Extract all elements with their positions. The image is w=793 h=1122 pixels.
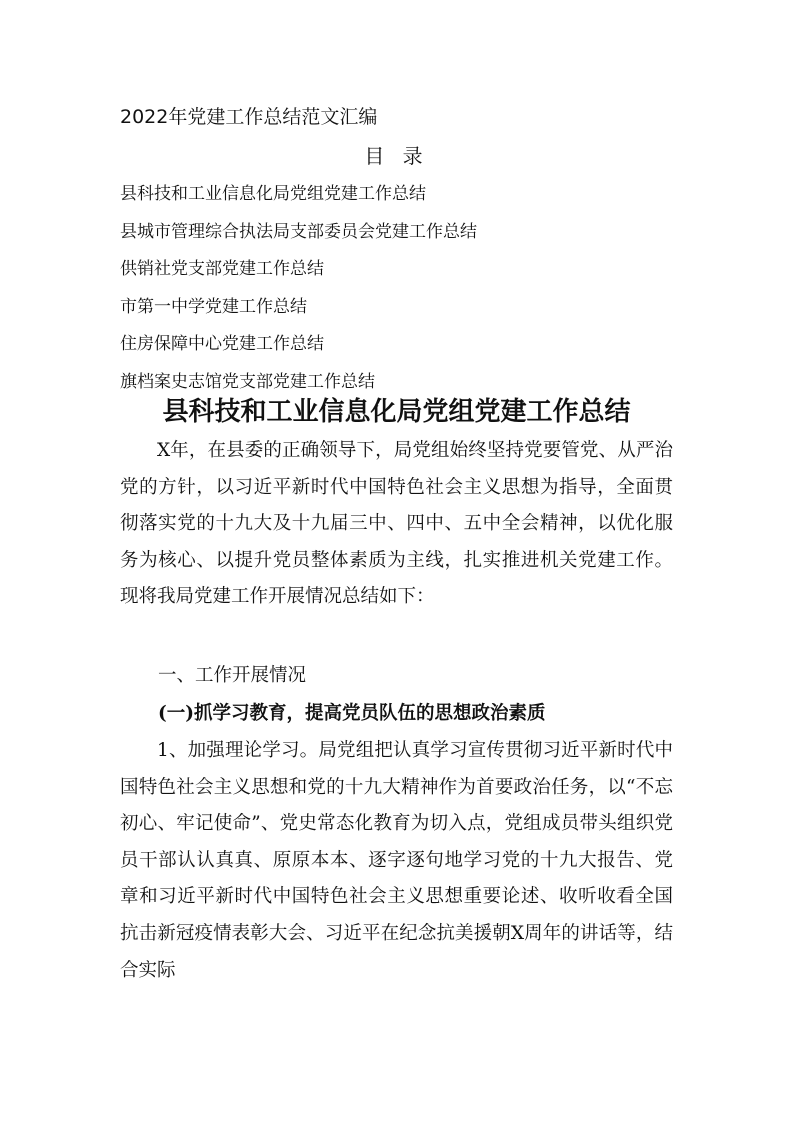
document-title: 2022年党建工作总结范文汇编 (120, 106, 378, 128)
toc-item[interactable]: 县科技和工业信息化局党组党建工作总结 (120, 184, 426, 204)
toc-item[interactable]: 住房保障中心党建工作总结 (120, 334, 324, 355)
toc-item[interactable]: 市第一中学党建工作总结 (120, 296, 307, 317)
toc-item[interactable]: 供销社党支部党建工作总结 (120, 259, 324, 280)
table-of-contents (120, 182, 477, 408)
toc-heading: 目 录 (364, 144, 429, 168)
sub-heading: (一)抓学习教育，提高党员队伍的思想政治素质 (158, 703, 546, 724)
toc-item[interactable]: 旗档案史志馆党支部党建工作总结 (120, 371, 375, 392)
intro-paragraph: X年，在县委的正确领导下，局党组始终坚持党要管党、从严治党的方针，以习近平新时代中国特色社会主义思想为指导，全面贯彻落实党的十九大及十九届三中、四中、五中全会精神，以优化服务为核心、以提升党员整体素质为主线，扎实推进机关党建工作。现将我局党建工作开展情况总结如下： (120, 440, 673, 608)
body-paragraph: 1、加强理论学习。局党组把认真学习宣传贯彻习近平新时代中国特色社会主义思想和党的十九大精神作为首要政治任务，以“不忘初心、牢记使命”、党史常态化教育为切入点，党组成员带头组织党员干部认认真真、原原本本、逐字逐句地学习党的十九大报告、党章和习近平新时代中国特色社会主义思想重要论述、收听收看全国抗击新冠疫情表彰大会、习近平在纪念抗美援朝X周年的讲话等，结合实际 (120, 740, 673, 981)
toc-item[interactable]: 县城市管理综合执法局支部委员会党建工作总结 (120, 221, 477, 242)
article-title: 县科技和工业信息化局党组党建工作总结 (162, 397, 631, 427)
section-heading: 一、工作开展情况 (158, 665, 307, 686)
